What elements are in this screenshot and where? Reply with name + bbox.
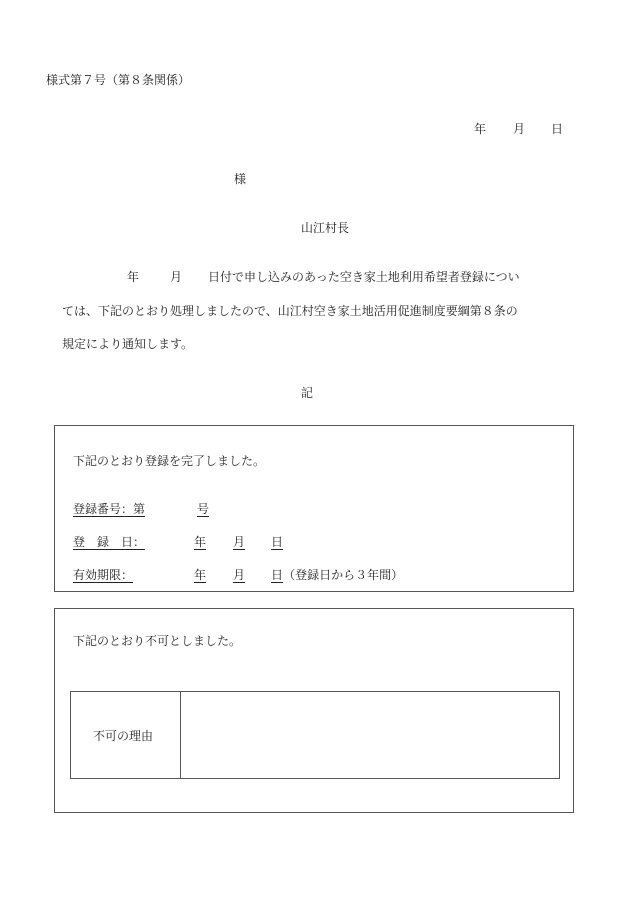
validity-day: 日 [271, 568, 284, 582]
approval-intro: 下記のとおり登録を完了しました。 [73, 454, 266, 468]
date-year: 年 [474, 122, 487, 136]
reg-number-line [73, 503, 209, 515]
reason-label: 不可の理由 [93, 729, 154, 743]
validity-note: （登録日から３年間） [283, 568, 404, 582]
rejection-intro: 下記のとおり不可としました。 [73, 634, 242, 648]
body-line-2: ては、下記のとおり処理しましたので、山江村空き家土地活用促進制度要綱第８条の [62, 304, 518, 318]
ki-heading: 記 [301, 386, 314, 400]
reg-date-year: 年 [194, 535, 207, 549]
body-year: 年 [127, 270, 140, 284]
reg-date-label: 登 録 日： [73, 535, 146, 549]
header-date [474, 123, 563, 135]
reg-number-suffix: 号 [197, 502, 210, 516]
body-month: 月 [170, 270, 183, 284]
reg-date-line [73, 536, 283, 548]
validity-line [73, 569, 403, 581]
reason-divider [180, 691, 181, 779]
validity-underlined [73, 568, 283, 582]
addressee-honorific: 様 [234, 172, 247, 186]
validity-label: 有効期限： [73, 568, 134, 582]
validity-year: 年 [194, 568, 207, 582]
reg-date-day: 日 [271, 535, 284, 549]
body-line-3: 規定により通知します。 [62, 337, 194, 351]
reg-number-label: 登録番号：第 [73, 502, 146, 516]
date-day: 日 [551, 122, 564, 136]
validity-month: 月 [233, 568, 246, 582]
sender-title: 山江村長 [301, 221, 350, 235]
body-line-1 [127, 271, 520, 283]
date-month: 月 [513, 122, 526, 136]
body-line-1-text: 日付で申し込みのあった空き家土地利用希望者登録につい [208, 270, 520, 284]
form-number: 様式第７号（第８条関係） [46, 73, 191, 87]
reg-date-month: 月 [233, 535, 246, 549]
